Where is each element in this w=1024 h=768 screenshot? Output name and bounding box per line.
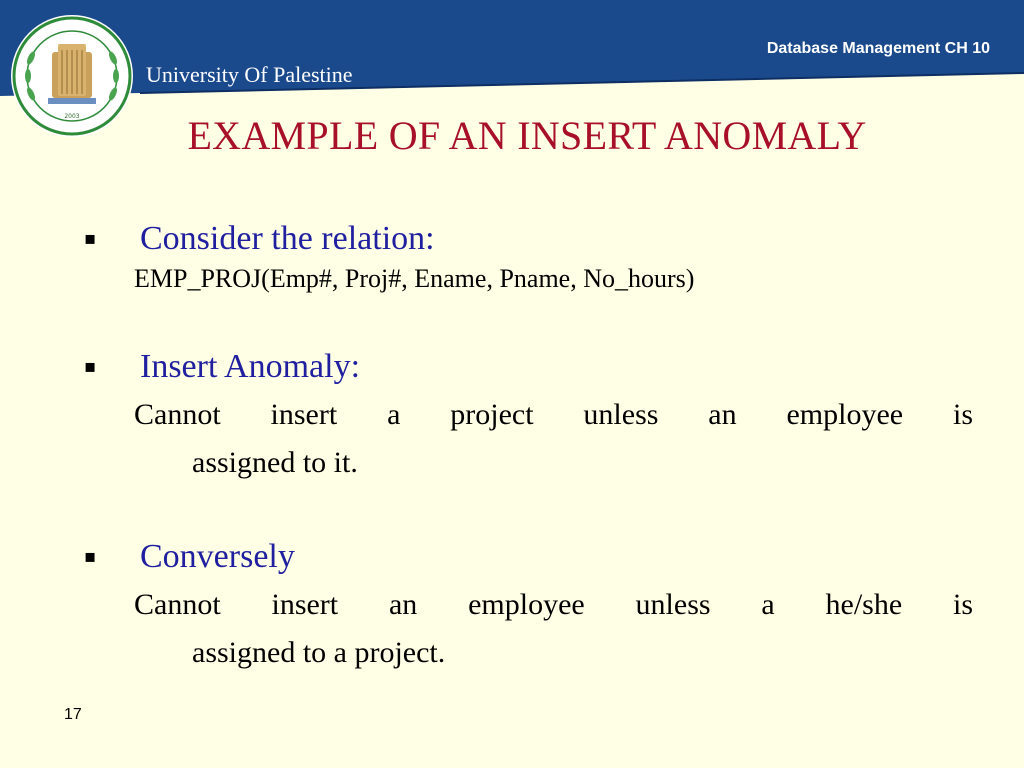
- bullet-icon: ▪: [84, 356, 97, 377]
- bullet-icon: ▪: [84, 546, 97, 567]
- bullet-heading-conversely: Conversely: [140, 538, 295, 575]
- conversely-text-continued: assigned to a project.: [192, 636, 446, 669]
- page-number: 17: [64, 706, 82, 723]
- university-name: University Of Palestine: [146, 62, 353, 87]
- course-title: Database Management CH 10: [766, 40, 990, 57]
- insert-anomaly-text: Cannot insert a project unless an employee is: [134, 398, 973, 431]
- conversely-text: Cannot insert an employee unless a he/she is: [134, 588, 973, 621]
- bullet-heading-consider: Consider the relation:: [140, 220, 435, 257]
- slide-title: EXAMPLE OF AN INSERT ANOMALY: [187, 113, 867, 158]
- insert-anomaly-text-continued: assigned to it.: [192, 446, 358, 479]
- relation-schema: EMP_PROJ(Emp#, Proj#, Ename, Pname, No_hours): [134, 264, 695, 293]
- bullet-heading-insert-anomaly: Insert Anomaly:: [140, 348, 361, 385]
- bullet-icon: ▪: [84, 228, 97, 249]
- logo-year: 2003: [64, 113, 80, 120]
